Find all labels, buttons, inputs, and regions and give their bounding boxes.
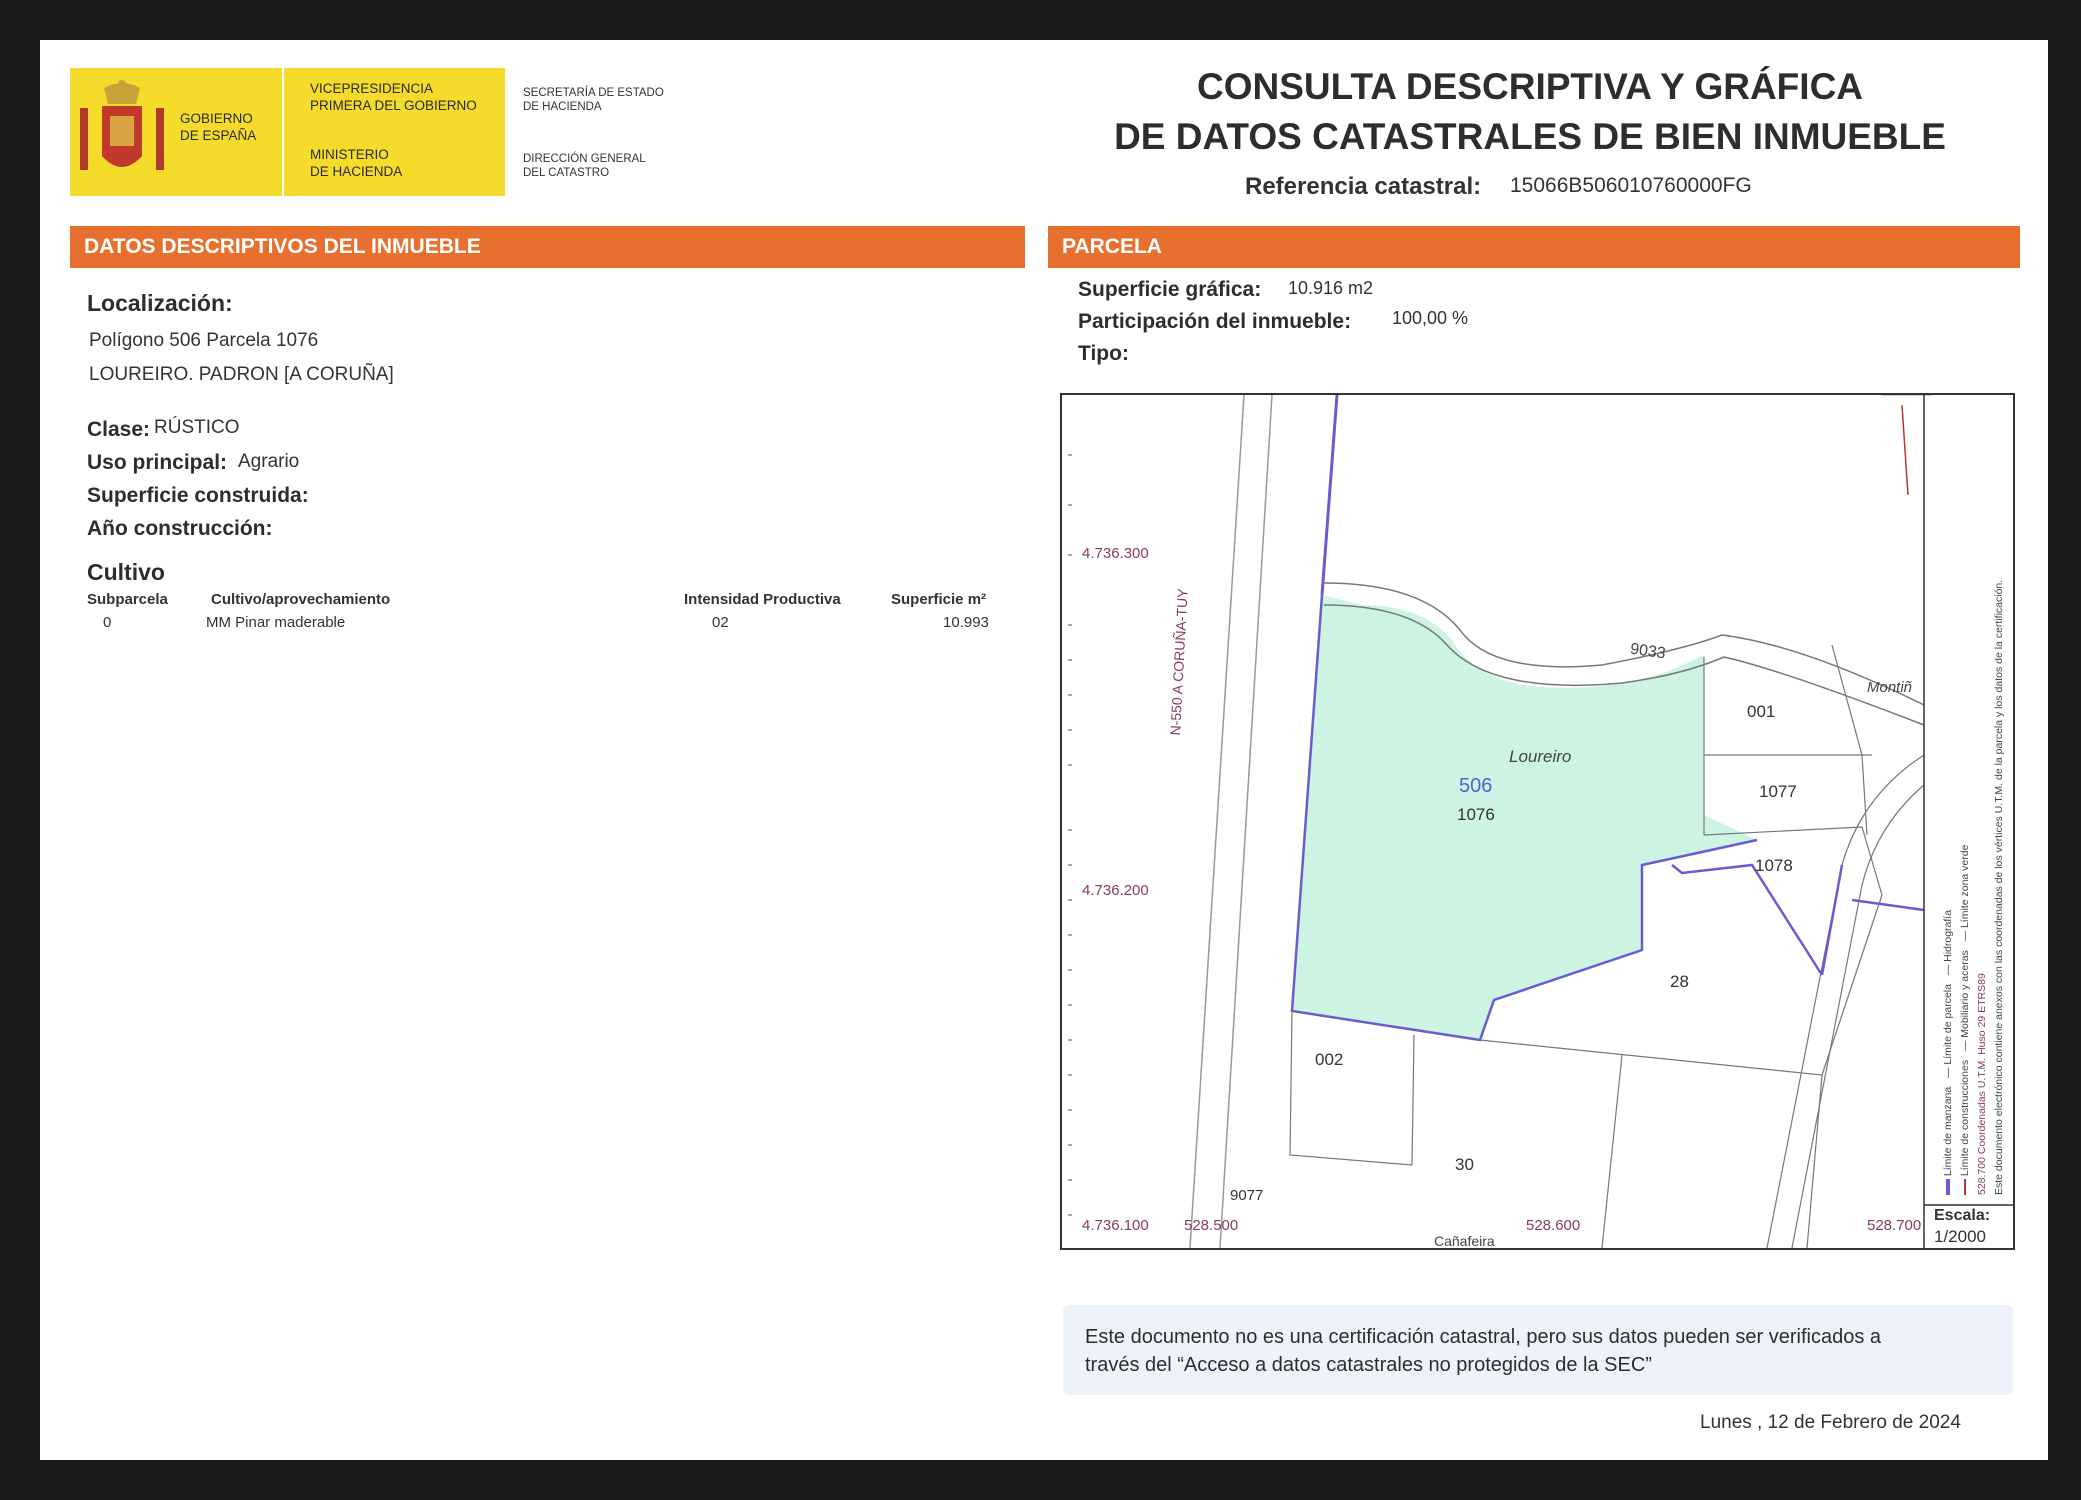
descriptive-band: DATOS DESCRIPTIVOS DEL INMUEBLE — [70, 226, 1025, 268]
label-001: 001 — [1747, 702, 1776, 721]
y-tick-3: 4.736.100 — [1082, 1217, 1149, 1234]
col-subparcela: Subparcela — [87, 591, 168, 608]
legend-construcciones-swatch — [1964, 1179, 1966, 1195]
montin-label: Montiñ — [1867, 679, 1913, 696]
cadastral-map — [1060, 393, 2015, 1250]
y-tick-2: 4.736.200 — [1082, 882, 1149, 899]
sup-grafica-value: 10.916 m2 — [1288, 278, 1374, 298]
uso-label: Uso principal: — [87, 451, 228, 474]
legend-parcela: Límite de parcela — [1942, 984, 1954, 1065]
document-date: Lunes , 12 de Febrero de 2024 — [1700, 1412, 1961, 1433]
dir-line2: DEL CATASTRO — [523, 167, 610, 179]
sup-construida-label: Superficie construida: — [87, 484, 309, 507]
document-page — [40, 40, 2048, 1460]
legend-manzana-swatch — [1946, 1179, 1950, 1195]
label-002: 002 — [1315, 1050, 1344, 1069]
legend-zona-verde: Límite zona verde — [1959, 844, 1971, 929]
vice-line2: PRIMERA DEL GOBIERNO — [310, 98, 477, 113]
label-9033: 9033 — [1629, 640, 1667, 663]
place-label: Loureiro — [1509, 747, 1572, 766]
legend-mobiliario: Mobiliario y aceras — [1959, 950, 1971, 1038]
cell-intensidad: 02 — [712, 614, 729, 631]
label-1078: 1078 — [1755, 856, 1793, 875]
x-tick-3: 528.700 — [1867, 1217, 1922, 1234]
dir-line1: DIRECCIÓN GENERAL — [523, 153, 646, 165]
map-drawing — [1062, 395, 2013, 1248]
government-logo — [70, 68, 505, 196]
notice-line2: través del “Acceso a datos catastrales no protegidos de la SEC” — [1085, 1354, 1652, 1376]
ref-label: Referencia catastral: — [1245, 173, 1482, 200]
canafeira-label: Cañafeira — [1434, 1233, 1495, 1246]
label-9077: 9077 — [1230, 1187, 1264, 1204]
tipo-label: Tipo: — [1078, 342, 1129, 365]
cell-cultivo: MM Pinar maderable — [206, 614, 346, 631]
label-1077: 1077 — [1759, 782, 1797, 801]
legend-hidrografia: Hidrografía — [1942, 909, 1954, 962]
y-tick-1: 4.736.300 — [1082, 545, 1149, 562]
label-28: 28 — [1670, 972, 1689, 991]
sec-line2: DE HACIENDA — [523, 101, 602, 113]
gov-line1: GOBIERNO — [180, 111, 253, 126]
participacion-value: 100,00 % — [1392, 308, 1469, 328]
clase-label: Clase: — [87, 418, 151, 441]
poligono-label: 506 — [1459, 775, 1493, 797]
doc-note: Este documento electrónico contiene anexos con las coordenadas de los vértices U.T.M. de la parcela y los datos de la certificación. — [1993, 579, 2005, 1195]
map-legend: Límite de manzana — Límite de parcela — Hidrografía Límite de construcciones — Mobiliario y aceras — Límite zona verde 528.700 Coordenadas U.T.M. Huso 29 ETRS89 Este documento electrónico contiene anexos con las coordenadas de los vértices U.T.M. de la parcela y los datos de la certificación. — [1940, 405, 2008, 1195]
loc-line1: Polígono 506 Parcela 1076 — [89, 330, 319, 351]
vice-line1: VICEPRESIDENCIA — [310, 81, 434, 96]
loc-line2: LOUREIRO. PADRON [A CORUÑA] — [89, 364, 394, 385]
legend-construcciones: Límite de construcciones — [1959, 1059, 1971, 1177]
escala-label: Escala: — [1934, 1207, 1991, 1224]
notice-line1: Este documento no es una certificación catastral, pero sus datos pueden ser verificados a — [1085, 1326, 1882, 1348]
coord-note: 528.700 Coordenadas U.T.M. Huso 29 ETRS89 — [1976, 973, 1988, 1195]
sup-grafica-label: Superficie gráfica: — [1078, 278, 1262, 301]
participacion-label: Participación del inmueble: — [1078, 310, 1352, 333]
min-line2: DE HACIENDA — [310, 164, 403, 179]
logo-divider — [282, 68, 284, 196]
title-line1: CONSULTA DESCRIPTIVA Y GRÁFICA — [1196, 66, 1864, 107]
ref-value: 15066B506010760000FG — [1510, 174, 1752, 197]
clase-value: RÚSTICO — [154, 417, 240, 438]
parcela-label: 1076 — [1457, 805, 1495, 824]
loc-label: Localización: — [87, 290, 233, 316]
x-tick-2: 528.600 — [1526, 1217, 1581, 1234]
legend-manzana: Límite de manzana — [1942, 1086, 1954, 1177]
ano-label: Año construcción: — [87, 517, 273, 540]
sec-line1: SECRETARÍA DE ESTADO — [523, 87, 664, 99]
col-cultivo: Cultivo/aprovechamiento — [211, 591, 391, 608]
col-superficie: Superficie m² — [891, 591, 987, 608]
page-title — [1100, 62, 1960, 162]
gov-line2: DE ESPAÑA — [180, 128, 257, 143]
uso-value: Agrario — [238, 451, 300, 472]
verification-notice — [1063, 1305, 2013, 1395]
parcela-band: PARCELA — [1048, 226, 2020, 268]
cultivo-title: Cultivo — [87, 559, 165, 585]
title-line2: DE DATOS CATASTRALES DE BIEN INMUEBLE — [1114, 116, 1946, 157]
escala-value: 1/2000 — [1934, 1227, 1986, 1246]
x-tick-1: 528.500 — [1184, 1217, 1239, 1234]
label-30: 30 — [1455, 1155, 1474, 1174]
road-label: N-550 A CORUÑA-TUY — [1167, 588, 1191, 736]
col-intensidad: Intensidad Productiva — [684, 591, 841, 608]
min-line1: MINISTERIO — [310, 147, 389, 162]
cell-superficie: 10.993 — [943, 614, 989, 631]
cell-subparcela: 0 — [103, 614, 112, 631]
coat-of-arms-icon — [74, 78, 170, 186]
